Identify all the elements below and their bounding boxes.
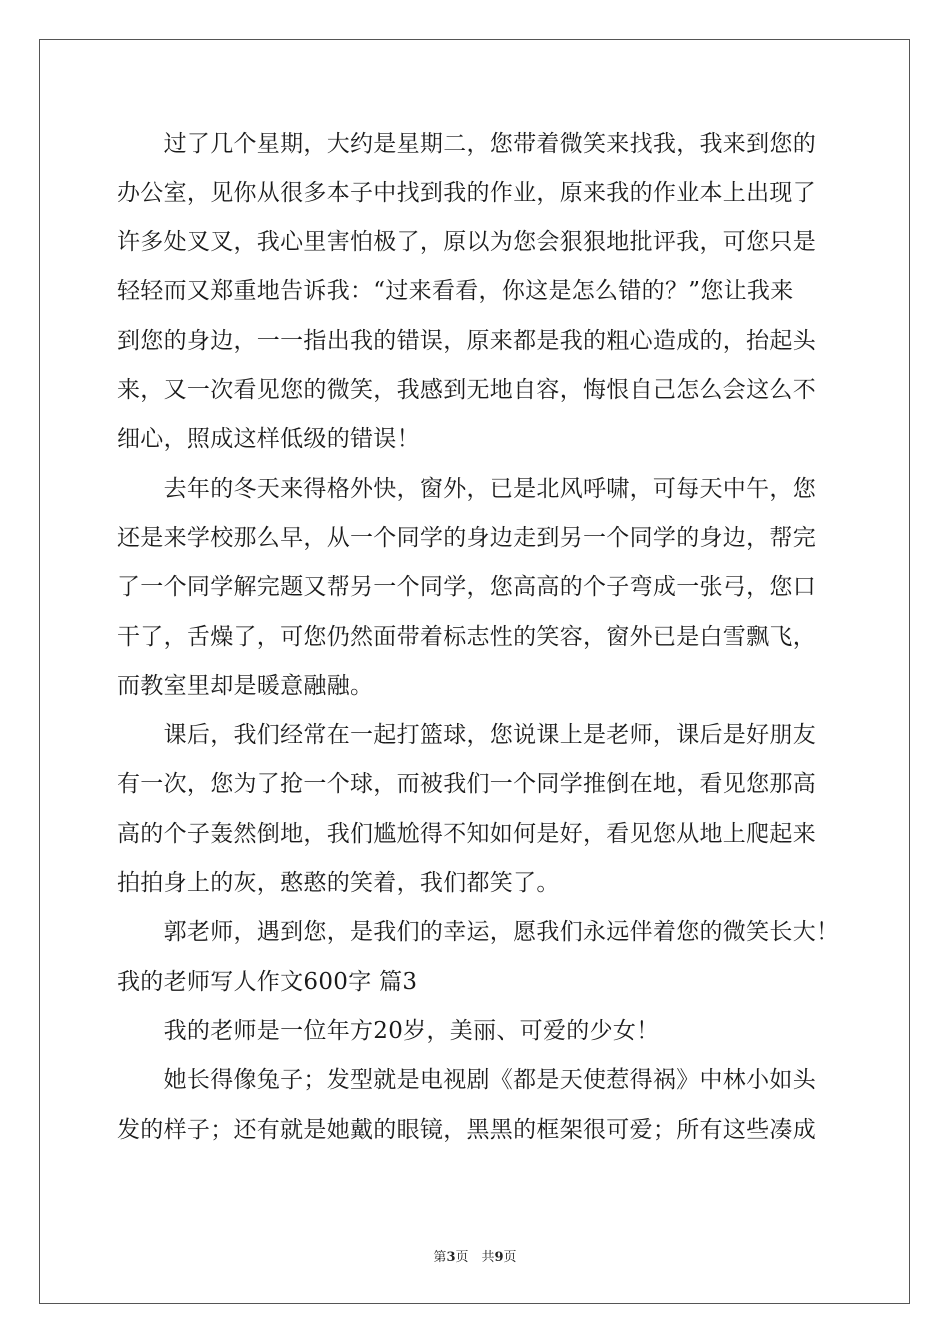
text-line: 而教室里却是暖意融融。 — [117, 673, 374, 699]
text-line: 课后，我们经常在一起打篮球，您说课上是老师，课后是好朋友 — [117, 722, 816, 748]
text-line: 还是来学校那么早，从一个同学的身边走到另一个同学的身边，帮完 — [117, 525, 816, 551]
text-line: 干了，舌燥了，可您仍然面带着标志性的笑容，窗外已是白雪飘飞， — [117, 624, 816, 650]
text-line: 郭老师，遇到您，是我们的幸运，愿我们永远伴着您的微笑长大！ — [117, 919, 840, 945]
page-footer — [0, 1246, 950, 1265]
text-line: 去年的冬天来得格外快，窗外，已是北风呼啸，可每天中午，您 — [117, 476, 816, 502]
section-heading: 我的老师写人作文600字 篇3 — [117, 969, 418, 995]
text-line: 高的个子轰然倒地，我们尴尬得不知如何是好，看见您从地上爬起来 — [117, 821, 816, 847]
total-pages-number: 9 — [494, 1250, 504, 1265]
text-line: 她长得像兔子；发型就是电视剧《都是天使惹得祸》中林小如头 — [117, 1067, 816, 1093]
text-line: 有一次，您为了抢一个球，而被我们一个同学推倒在地，看见您那高 — [117, 771, 816, 797]
text-line: 发的样子；还有就是她戴的眼镜，黑黑的框架很可爱；所有这些凑成 — [117, 1117, 816, 1143]
footer-middle: 页 共 — [455, 1250, 495, 1265]
text-line: 到您的身边，一一指出我的错误，原来都是我的粗心造成的，抬起头 — [117, 328, 816, 354]
text-line: 了一个同学解完题又帮另一个同学，您高高的个子弯成一张弓，您口 — [117, 574, 816, 600]
text-line: 拍拍身上的灰，憨憨的笑着，我们都笑了。 — [117, 870, 560, 896]
text-line: 我的老师是一位年方20岁，美丽、可爱的少女！ — [117, 1018, 660, 1044]
text-line: 办公室，见你从很多本子中找到我的作业，原来我的作业本上出现了 — [117, 180, 816, 206]
text-line: 来，又一次看见您的微笑，我感到无地自容，悔恨自己怎么会这么不 — [117, 377, 816, 403]
footer-prefix: 第 — [433, 1250, 447, 1265]
text-line: 许多处叉叉，我心里害怕极了，原以为您会狠狠地批评我，可您只是 — [117, 229, 816, 255]
text-line: 轻轻而又郑重地告诉我：“过来看看，你这是怎么错的？”您让我来 — [117, 278, 794, 304]
text-line: 细心，照成这样低级的错误！ — [117, 426, 420, 452]
text-line: 过了几个星期，大约是星期二，您带着微笑来找我，我来到您的 — [117, 131, 816, 157]
footer-suffix: 页 — [503, 1250, 517, 1265]
current-page-number: 3 — [446, 1250, 456, 1265]
